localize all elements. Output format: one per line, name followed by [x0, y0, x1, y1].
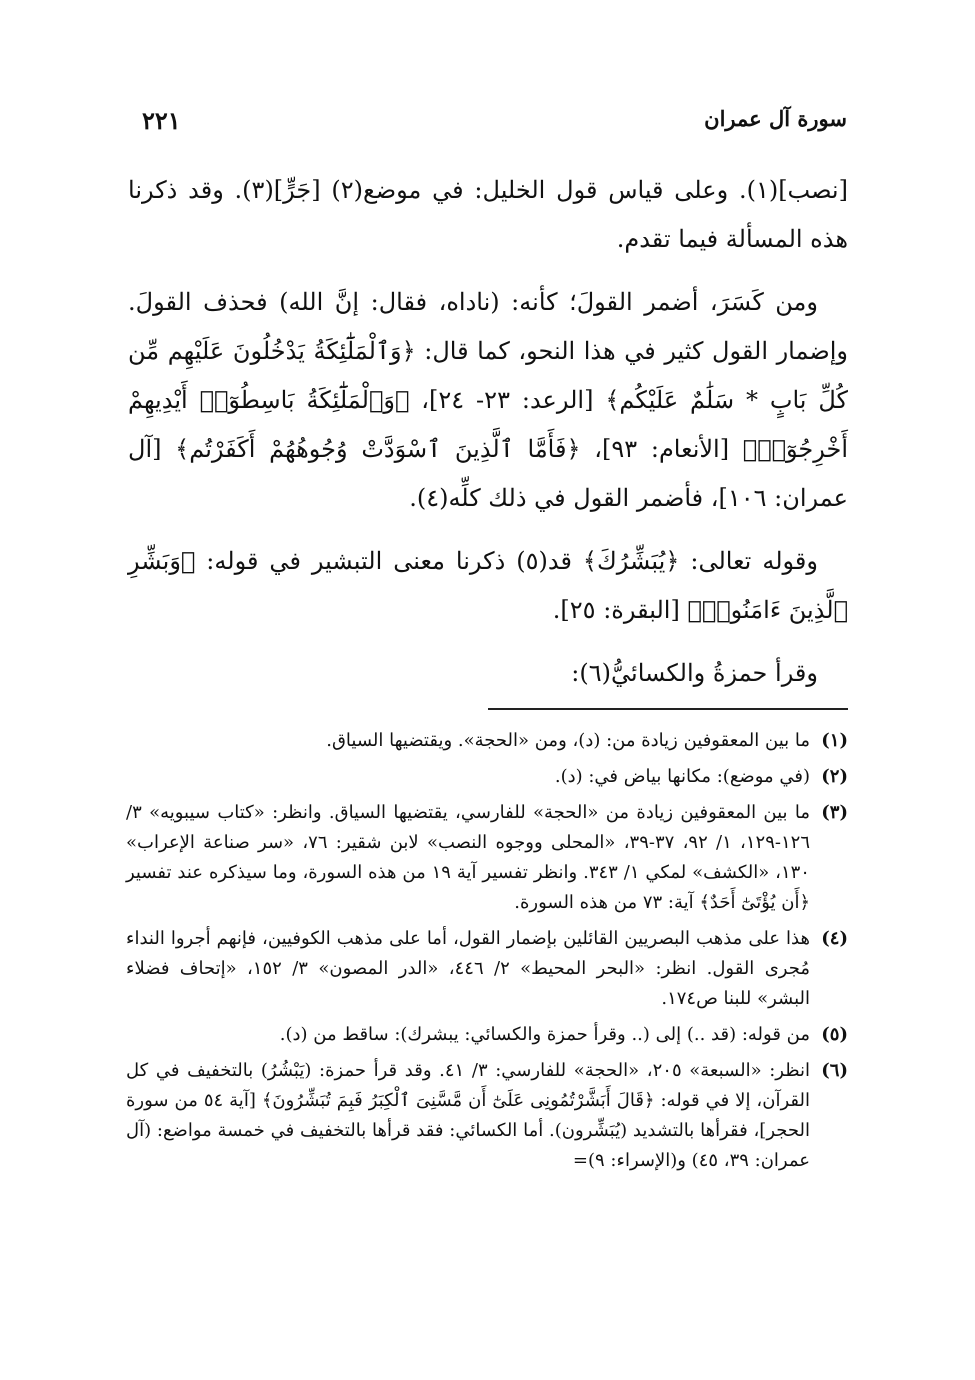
running-title: سورة آل عمران [704, 106, 847, 131]
paragraph-3: وقوله تعالى: ﴿يُبَشِّرُكَ﴾ قد(٥) ذكرنا معنى التبشير في قوله: ﴿وَبَشِّرِ ٱلَّذِينَ ءَامَنُوا۟﴾ [البقرة: ٢٥]. [128, 547, 848, 624]
paragraph-1: [نصب](١). وعلى قياس قول الخليل: في موضع(٢) [جَرٍّ](٣). وقد ذكرنا هذه المسألة فيما تقدم. [128, 176, 848, 253]
footnote-number: (٥) [821, 1024, 848, 1045]
footnote-5 [126, 1020, 848, 1050]
footnote-divider [488, 708, 848, 710]
footnote-text: هذا على مذهب البصريين القائلين بإضمار القول، أما على مذهب الكوفيين، فإنهم أجروا النداء مُجرى القول. انظر: «البحر المحيط» ٢/ ٤٤٦، «الدر المصون» ٣/ ١٥٢، «إتحاف فضلاء البشر» للبنا ص١٧٤. [126, 928, 810, 1009]
page-number: ٢٢١ [142, 106, 181, 135]
paragraph-2: ومن كَسَرَ، أضمر القولَ؛ كأنه: (ناداه، فقال: إنَّ الله) فحذف القولَ. وإضمار القول كثير في هذا النحو، كما قال: ﴿وَٱلْمَلَٰٓئِكَةُ يَدْخُلُونَ عَلَيْهِم مِّن كُلِّ بَابٍ * سَلَٰمٌ عَلَيْكُم﴾ [الرعد: ٢٣- ٢٤]، ﴿وَٱلْمَلَٰٓئِكَةُ بَاسِطُوٓا۟ أَيْدِيهِمْ أَخْرِجُوٓا۟﴾ [الأنعام: ٩٣]، ﴿فَأَمَّا ٱلَّذِينَ ٱسْوَدَّتْ وُجُوهُهُمْ أَكَفَرْتُم﴾ [آل عمران: ١٠٦]، فأضمر القول في ذلك كلِّه(٤). [128, 288, 848, 512]
footnote-number: (٢) [821, 766, 848, 787]
footnote-number: (١) [821, 730, 848, 751]
footnote-6 [126, 1056, 848, 1176]
footnote-text: من قوله: (قد ..) إلى (.. وقرأ حمزة والكسائي: يبشرك): ساقط من (د). [279, 1024, 810, 1045]
footnote-2 [126, 762, 848, 792]
footnote-number: (٦) [821, 1060, 848, 1081]
footnote-number: (٤) [821, 928, 848, 949]
page-header [130, 106, 847, 146]
footnote-4 [126, 924, 848, 1014]
footnote-text: ما بين المعقوفين زيادة من: (د)، ومن «الحجة». ويقتضيها السياق. [326, 730, 810, 751]
footnote-text: ما بين المعقوفين زيادة من «الحجة» للفارسي، يقتضيها السياق. وانظر: «كتاب سيبويه» ٣/ ١٢٦-١٢٩، ١/ ٩٢، ٣٧-٣٩، «المحلى ووجوه النصب» لابن شقير: ٧٦، «سر صناعة الإعراب» ١٣٠، «الكشف» لمكي ١/ ٣٤٣. وانظر تفسير آية ١٩ من هذه السورة، وما سيذكره عند تفسير ﴿أَن يُؤْتَىٰٓ أَحَدٌ﴾ آية: ٧٣ من هذه السورة. [126, 802, 810, 913]
paragraph-4: وقرأ حمزةُ والكسائيُّ(٦): [571, 659, 818, 687]
footnotes [126, 726, 848, 1182]
footnote-3 [126, 798, 848, 918]
footnote-text: انظر: «السبعة» ٢٠٥، «الحجة» للفارسي: ٣/ ٤١. وقد قرأ حمزة: (يَبْشُرُ) بالتخفيف في كل القرآن، إلا في قوله: ﴿قَالَ أَبَشَّرْتُمُونِى عَلَىٰٓ أَن مَّسَّنِىَ ٱلْكِبَرُ فَبِمَ تُبَشِّرُونَ﴾ [آية ٥٤ من سورة الحجر]، فقرأها بالتشديد (يُبَشِّرون). أما الكسائي: فقد قرأها بالتخفيف في خمسة مواضع: (آل عمران: ٣٩، ٤٥) و(الإسراء: ٩)= [126, 1060, 810, 1171]
footnote-1 [126, 726, 848, 756]
footnote-text: (في موضع): مكانها بياض في: (د). [554, 766, 810, 787]
footnote-number: (٣) [821, 802, 848, 823]
main-text [128, 166, 848, 712]
